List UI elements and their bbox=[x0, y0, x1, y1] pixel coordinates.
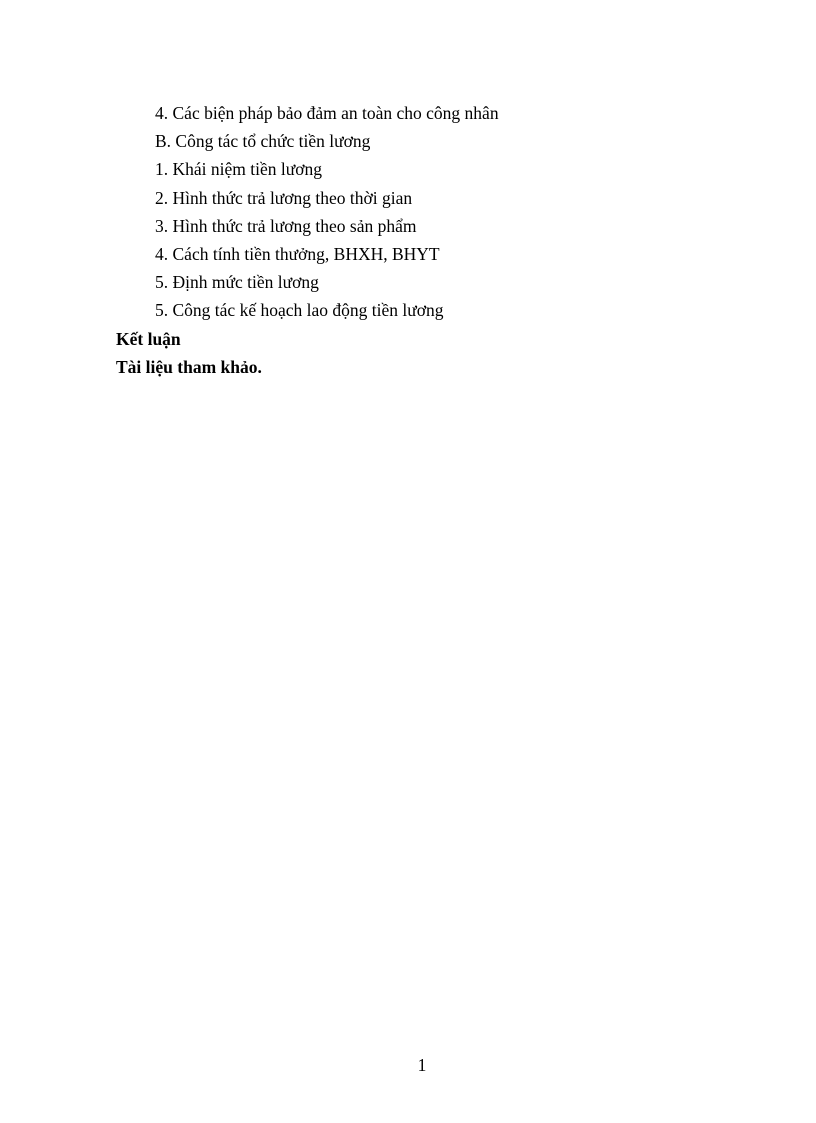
table-of-contents bbox=[0, 99, 816, 381]
toc-item: B. Công tác tổ chức tiền lương bbox=[155, 131, 371, 152]
toc-item: 2. Hình thức trả lương theo thời gian bbox=[155, 187, 413, 208]
toc-conclusion: Kết luận bbox=[116, 328, 181, 349]
page-number: 1 bbox=[417, 1055, 427, 1075]
toc-item: 5. Định mức tiền lương bbox=[155, 272, 319, 293]
toc-item: 3. Hình thức trả lương theo sản phẩm bbox=[155, 215, 417, 236]
toc-item: 1. Khái niệm tiền lương bbox=[155, 159, 322, 180]
toc-item: 4. Các biện pháp bảo đảm an toàn cho công nhân bbox=[155, 103, 499, 123]
toc-item: 5. Công tác kế hoạch lao động tiền lương bbox=[155, 300, 444, 321]
toc-references: Tài liệu tham khảo. bbox=[116, 356, 262, 377]
toc-item: 4. Cách tính tiền thưởng, BHXH, BHYT bbox=[155, 243, 440, 264]
